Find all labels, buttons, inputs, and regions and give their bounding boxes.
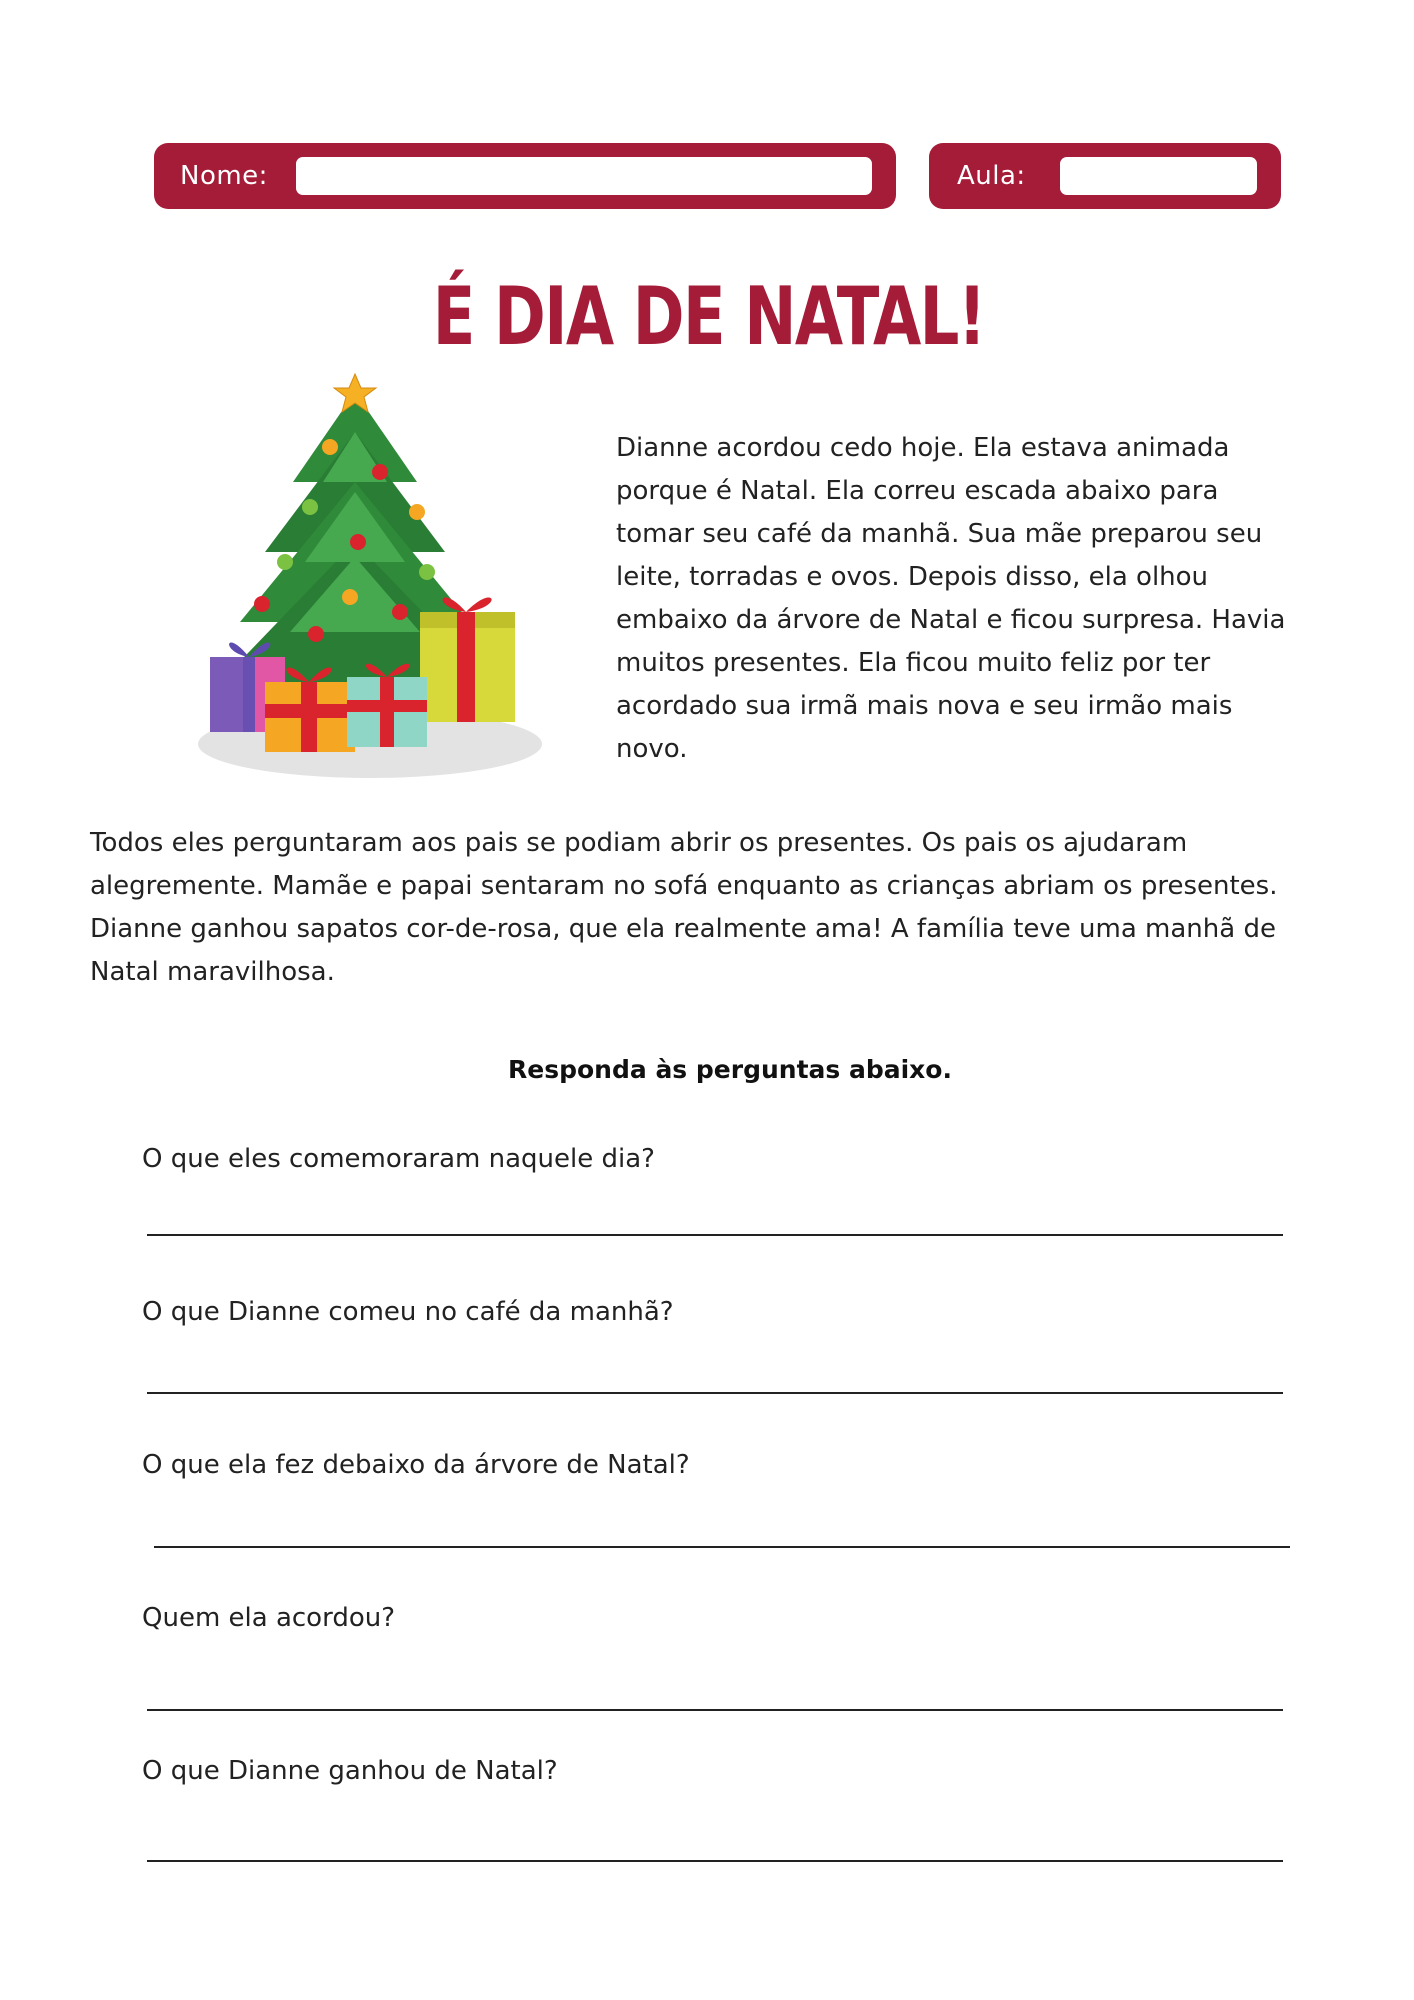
answer-line-1[interactable] [147, 1234, 1283, 1236]
name-label: Nome: [180, 161, 268, 191]
question-5: O que Dianne ganhou de Natal? [142, 1756, 558, 1786]
instructions-heading: Responda às perguntas abaixo. [508, 1055, 952, 1084]
class-label: Aula: [957, 161, 1026, 191]
page-title: É DIA DE NATAL! [432, 270, 985, 363]
question-2: O que Dianne comeu no café da manhã? [142, 1297, 674, 1327]
christmas-tree-with-presents-icon [195, 372, 555, 792]
story-paragraph-1: Dianne acordou cedo hoje. Ela estava animada porque é Natal. Ela correu escada abaixo para tomar seu café da manhã. Sua mãe preparou seu leite, torradas e ovos. Depois disso, ela olhou embaixo da árvore de Natal e ficou surpresa. Havia muitos presentes. Ela ficou muito feliz por ter acordado sua irmã mais nova e seu irmão mais novo. [616, 433, 1286, 764]
class-input[interactable] [1060, 157, 1257, 195]
name-box [154, 143, 896, 209]
answer-line-5[interactable] [147, 1860, 1283, 1862]
class-box [929, 143, 1281, 209]
question-1: O que eles comemoraram naquele dia? [142, 1144, 655, 1174]
answer-line-4[interactable] [147, 1709, 1283, 1711]
answer-line-2[interactable] [147, 1392, 1283, 1394]
answer-line-3[interactable] [154, 1546, 1290, 1548]
name-input[interactable] [296, 157, 872, 195]
story-paragraph-2: Todos eles perguntaram aos pais se podiam abrir os presentes. Os pais os ajudaram alegremente. Mamãe e papai sentaram no sofá enquanto as crianças abriam os presentes. Dianne ganhou sapatos cor-de-rosa, que ela realmente ama! A família teve uma manhã de Natal maravilhosa. [90, 828, 1278, 987]
question-4: Quem ela acordou? [142, 1603, 396, 1633]
question-3: O que ela fez debaixo da árvore de Natal? [142, 1450, 690, 1480]
